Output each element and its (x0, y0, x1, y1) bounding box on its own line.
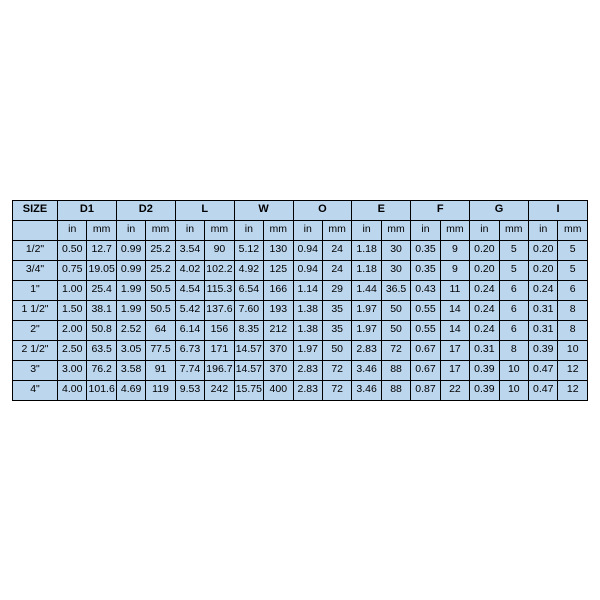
row-size-cell: 1 1/2" (13, 300, 58, 320)
table-cell: 5 (558, 240, 588, 260)
table-cell: 25.4 (87, 280, 116, 300)
unit-header: mm (381, 220, 410, 240)
table-cell: 1.18 (352, 240, 381, 260)
table-cell: 3.54 (175, 240, 204, 260)
table-cell: 370 (264, 340, 293, 360)
table-cell: 0.67 (411, 360, 440, 380)
table-cell: 0.67 (411, 340, 440, 360)
table-cell: 50 (381, 320, 410, 340)
unit-header: mm (264, 220, 293, 240)
table-cell: 1.50 (58, 300, 87, 320)
column-group-header: G (470, 200, 529, 220)
column-group-header: D1 (58, 200, 117, 220)
table-cell: 24 (322, 260, 351, 280)
table-cell: 2.83 (293, 360, 322, 380)
table-cell: 0.55 (411, 300, 440, 320)
table-row (13, 240, 588, 260)
row-size-cell: 3/4" (13, 260, 58, 280)
table-cell: 3.00 (58, 360, 87, 380)
table-cell: 12.7 (87, 240, 116, 260)
table-cell: 102.2 (205, 260, 234, 280)
table-cell: 400 (264, 380, 293, 400)
table-cell: 0.31 (470, 340, 499, 360)
table-cell: 0.39 (470, 360, 499, 380)
table-cell: 2.83 (293, 380, 322, 400)
column-group-header: O (293, 200, 352, 220)
table-cell: 1.38 (293, 300, 322, 320)
table-cell: 7.60 (234, 300, 263, 320)
row-size-cell: 1" (13, 280, 58, 300)
table-cell: 130 (264, 240, 293, 260)
table-cell: 1.97 (293, 340, 322, 360)
table-cell: 0.20 (470, 260, 499, 280)
table-cell: 2.00 (58, 320, 87, 340)
table-cell: 6 (499, 300, 528, 320)
table-cell: 6.14 (175, 320, 204, 340)
row-size-cell: 3" (13, 360, 58, 380)
table-cell: 15.75 (234, 380, 263, 400)
table-cell: 0.35 (411, 240, 440, 260)
table-cell: 36.5 (381, 280, 410, 300)
table-cell: 88 (381, 380, 410, 400)
table-cell: 166 (264, 280, 293, 300)
table-cell: 3.05 (116, 340, 145, 360)
table-cell: 8 (558, 300, 588, 320)
row-size-cell: 2" (13, 320, 58, 340)
table-cell: 1.14 (293, 280, 322, 300)
table-cell: 0.24 (470, 320, 499, 340)
table-cell: 0.39 (529, 340, 558, 360)
table-cell: 63.5 (87, 340, 116, 360)
table-cell: 9 (440, 260, 469, 280)
table-cell: 0.20 (470, 240, 499, 260)
table-cell: 119 (146, 380, 175, 400)
table-row (13, 380, 588, 400)
table-row (13, 280, 588, 300)
table-cell: 2.83 (352, 340, 381, 360)
table-cell: 77.5 (146, 340, 175, 360)
table-cell: 29 (322, 280, 351, 300)
table-cell: 25.2 (146, 240, 175, 260)
table-cell: 14 (440, 300, 469, 320)
column-group-header: E (352, 200, 411, 220)
table-cell: 1.18 (352, 260, 381, 280)
table-cell: 90 (205, 240, 234, 260)
table-cell: 10 (499, 380, 528, 400)
unit-header: mm (205, 220, 234, 240)
table-cell: 137.6 (205, 300, 234, 320)
table-cell: 1.38 (293, 320, 322, 340)
table-cell: 5.12 (234, 240, 263, 260)
dimensions-table (12, 200, 588, 401)
table-cell: 12 (558, 360, 588, 380)
table-cell: 72 (322, 360, 351, 380)
table-cell: 1.99 (116, 280, 145, 300)
unit-header: in (234, 220, 263, 240)
table-cell: 50 (322, 340, 351, 360)
unit-header: mm (558, 220, 588, 240)
table-cell: 6 (558, 280, 588, 300)
table-cell: 3.46 (352, 380, 381, 400)
table-cell: 0.99 (116, 240, 145, 260)
table-cell: 370 (264, 360, 293, 380)
table-cell: 6.54 (234, 280, 263, 300)
table-cell: 1.97 (352, 320, 381, 340)
table-cell: 14.57 (234, 340, 263, 360)
unit-header: mm (499, 220, 528, 240)
table-cell: 0.50 (58, 240, 87, 260)
table-cell: 0.94 (293, 240, 322, 260)
table-cell: 4.69 (116, 380, 145, 400)
table-cell: 3.46 (352, 360, 381, 380)
table-cell: 0.94 (293, 260, 322, 280)
table-cell: 0.20 (529, 260, 558, 280)
table-cell: 6 (499, 320, 528, 340)
table-cell: 38.1 (87, 300, 116, 320)
table-cell: 25.2 (146, 260, 175, 280)
table-cell: 30 (381, 260, 410, 280)
table-cell: 156 (205, 320, 234, 340)
table-head (13, 200, 588, 240)
table-cell: 11 (440, 280, 469, 300)
table-cell: 10 (499, 360, 528, 380)
table-cell: 0.47 (529, 360, 558, 380)
table-cell: 91 (146, 360, 175, 380)
table-cell: 0.55 (411, 320, 440, 340)
table-cell: 5 (499, 260, 528, 280)
table-cell: 196.7 (205, 360, 234, 380)
unit-header: in (116, 220, 145, 240)
table-cell: 9.53 (175, 380, 204, 400)
table-body (13, 240, 588, 400)
table-cell: 4.54 (175, 280, 204, 300)
table-cell: 30 (381, 240, 410, 260)
table-cell: 193 (264, 300, 293, 320)
table-cell: 0.35 (411, 260, 440, 280)
table-cell: 17 (440, 360, 469, 380)
table-cell: 0.87 (411, 380, 440, 400)
unit-header: in (470, 220, 499, 240)
row-size-cell: 4" (13, 380, 58, 400)
table-row (13, 320, 588, 340)
table-cell: 0.39 (470, 380, 499, 400)
table-cell: 88 (381, 360, 410, 380)
unit-header: mm (87, 220, 116, 240)
table-cell: 4.02 (175, 260, 204, 280)
table-cell: 50 (381, 300, 410, 320)
table-row (13, 300, 588, 320)
table-cell: 35 (322, 320, 351, 340)
table-cell: 17 (440, 340, 469, 360)
column-group-header: SIZE (13, 200, 58, 220)
table-cell: 10 (558, 340, 588, 360)
table-cell: 1.99 (116, 300, 145, 320)
unit-header: in (175, 220, 204, 240)
table-cell: 0.20 (529, 240, 558, 260)
table-cell: 1.00 (58, 280, 87, 300)
column-group-header: W (234, 200, 293, 220)
row-size-cell: 1/2" (13, 240, 58, 260)
table-cell: 5 (499, 240, 528, 260)
unit-header: mm (440, 220, 469, 240)
table-cell: 64 (146, 320, 175, 340)
table-cell: 12 (558, 380, 588, 400)
table-cell: 50.5 (146, 300, 175, 320)
table-cell: 4.00 (58, 380, 87, 400)
table-cell: 7.74 (175, 360, 204, 380)
table-cell: 6.73 (175, 340, 204, 360)
table-cell: 171 (205, 340, 234, 360)
table-cell: 8 (558, 320, 588, 340)
table-cell: 3.58 (116, 360, 145, 380)
column-group-header: F (411, 200, 470, 220)
column-group-header: D2 (116, 200, 175, 220)
table-cell: 1.44 (352, 280, 381, 300)
unit-header: in (529, 220, 558, 240)
table-cell: 24 (322, 240, 351, 260)
unit-header-blank (13, 220, 58, 240)
table-row (13, 260, 588, 280)
table-cell: 101.6 (87, 380, 116, 400)
unit-header: in (411, 220, 440, 240)
unit-header: in (58, 220, 87, 240)
table-group-header-row (13, 200, 588, 220)
column-group-header: L (175, 200, 234, 220)
table-cell: 0.31 (529, 300, 558, 320)
unit-header: in (352, 220, 381, 240)
table-cell: 5 (558, 260, 588, 280)
table-cell: 0.24 (470, 300, 499, 320)
table-cell: 0.75 (58, 260, 87, 280)
row-size-cell: 2 1/2" (13, 340, 58, 360)
table-cell: 0.31 (529, 320, 558, 340)
table-cell: 50.5 (146, 280, 175, 300)
table-row (13, 360, 588, 380)
table-cell: 0.47 (529, 380, 558, 400)
table-cell: 72 (381, 340, 410, 360)
table-cell: 4.92 (234, 260, 263, 280)
table-cell: 1.97 (352, 300, 381, 320)
table-cell: 72 (322, 380, 351, 400)
table-cell: 0.43 (411, 280, 440, 300)
table-cell: 0.24 (470, 280, 499, 300)
table-cell: 19.05 (87, 260, 116, 280)
unit-header: mm (322, 220, 351, 240)
table-cell: 115.3 (205, 280, 234, 300)
table-cell: 35 (322, 300, 351, 320)
table-cell: 6 (499, 280, 528, 300)
table-cell: 212 (264, 320, 293, 340)
table-row (13, 340, 588, 360)
table-cell: 14.57 (234, 360, 263, 380)
spec-table-container (12, 200, 588, 401)
column-group-header: I (529, 200, 588, 220)
table-cell: 242 (205, 380, 234, 400)
unit-header: in (293, 220, 322, 240)
table-cell: 8 (499, 340, 528, 360)
table-cell: 5.42 (175, 300, 204, 320)
table-cell: 76.2 (87, 360, 116, 380)
table-cell: 8.35 (234, 320, 263, 340)
table-cell: 0.24 (529, 280, 558, 300)
table-cell: 50.8 (87, 320, 116, 340)
table-cell: 14 (440, 320, 469, 340)
unit-header: mm (146, 220, 175, 240)
table-cell: 125 (264, 260, 293, 280)
table-cell: 22 (440, 380, 469, 400)
table-cell: 2.50 (58, 340, 87, 360)
table-cell: 0.99 (116, 260, 145, 280)
table-cell: 2.52 (116, 320, 145, 340)
table-unit-header-row (13, 220, 588, 240)
table-cell: 9 (440, 240, 469, 260)
